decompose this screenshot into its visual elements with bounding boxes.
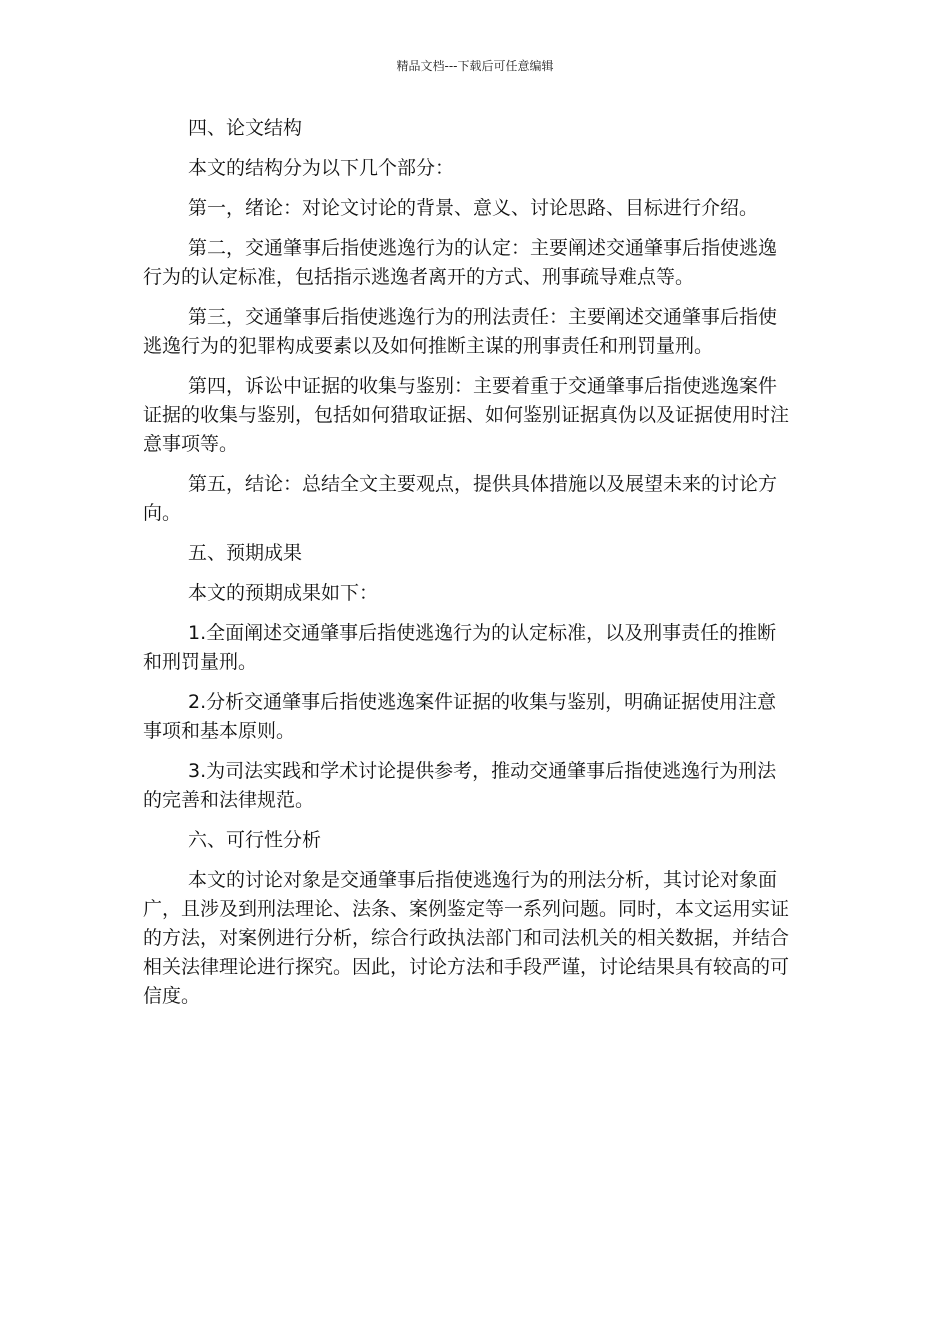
list-item-result-2: 2.分析交通肇事后指使逃逸案件证据的收集与鉴别，明确证据使用注意事项和基本原则。 (143, 691, 777, 742)
paragraph-results-intro: 本文的预期成果如下： (188, 582, 379, 604)
document-body (143, 114, 795, 1022)
paragraph-part-one: 第一，绪论：对论文讨论的背景、意义、讨论思路、目标进行介绍。 (188, 197, 759, 219)
list-item-result-3: 3.为司法实践和学术讨论提供参考，推动交通肇事后指使逃逸行为刑法的完善和法律规范。 (143, 760, 777, 811)
paragraph-part-four: 第四，诉讼中证据的收集与鉴别：主要着重于交通肇事后指使逃逸案件证据的收集与鉴别，包括如何猎取证据、如何鉴别证据真伪以及证据使用时注意事项等。 (143, 375, 790, 455)
section-heading-structure: 四、论文结构 (188, 117, 303, 139)
paragraph-part-three: 第三，交通肇事后指使逃逸行为的刑法责任：主要阐述交通肇事后指使逃逸行为的犯罪构成要素以及如何推断主谋的刑事责任和刑罚量刑。 (143, 306, 778, 357)
section-heading-feasibility: 六、可行性分析 (188, 829, 322, 851)
page-header: 精品文档---下载后可任意编辑 (396, 59, 554, 73)
paragraph-part-two: 第二，交通肇事后指使逃逸行为的认定：主要阐述交通肇事后指使逃逸行为的认定标准，包括指示逃逸者离开的方式、刑事疏导难点等。 (143, 237, 778, 288)
paragraph-part-five: 第五，结论：总结全文主要观点，提供具体措施以及展望未来的讨论方向。 (143, 473, 778, 524)
paragraph-structure-intro: 本文的结构分为以下几个部分： (188, 157, 455, 179)
section-heading-expected-results: 五、预期成果 (188, 542, 303, 564)
paragraph-feasibility: 本文的讨论对象是交通肇事后指使逃逸行为的刑法分析，其讨论对象面广，且涉及到刑法理论、法条、案例鉴定等一系列问题。同时，本文运用实证的方法，对案例进行分析，综合行政执法部门和司法机关的相关数据，并结合相关法律理论进行探究。因此，讨论方法和手段严谨，讨论结果具有较高的可信度。 (143, 869, 790, 1007)
list-item-result-1: 1.全面阐述交通肇事后指使逃逸行为的认定标准，以及刑事责任的推断和刑罚量刑。 (143, 622, 777, 673)
